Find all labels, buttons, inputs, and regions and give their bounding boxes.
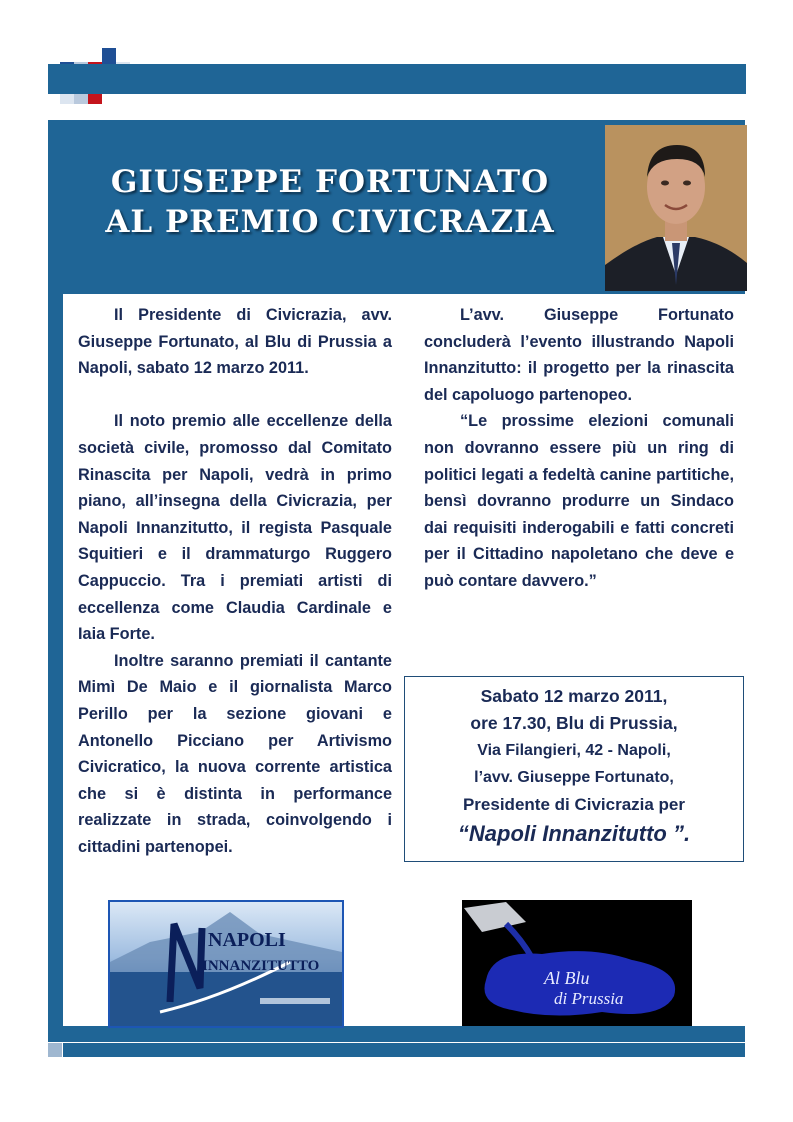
title-line-1: GIUSEPPE FORTUNATO [110,164,550,200]
event-date: Sabato 12 marzo 2011, [480,686,668,706]
event-project: “Napoli Innanzitutto ”. [457,821,691,846]
page-title [60,162,600,242]
header-band [48,64,746,94]
title-line-2: AL PREMIO CIVICRAZIA [105,204,555,240]
logo-left-line2: INNANZITUTTO [202,958,320,974]
left-paragraph-3: Inoltre saranno premiati il cantante Mimì De Maio e il giornalista Marco Perillo per la sezione giovani e Antonello Picciano per Artivismo Civicratico, la nuova corrente artistica che si è distinta in performance realizzate in strada, coinvolgendo i cittadini partenopei. [78,651,392,856]
logo-right-line2: di Prussia [554,989,624,1008]
left-paragraph-2: Il noto premio alle eccellenze della società civile, promosso dal Comitato Rinascita per Napoli, vedrà in primo piano, all’insegna della Civicrazia, per Napoli Innanzitutto, il regista Pasquale Squitieri e il drammaturgo Ruggero Cappuccio. Tra i premiati artisti di eccellenza come Claudia Cardinale e Iaia Forte. [78,412,392,644]
blu-di-prussia-logo [462,900,692,1026]
right-paragraph-1: L’avv. Giuseppe Fortunato concluderà l’evento illustrando Napoli Innanzitutto: il progetto per la rinascita del capoluogo partenopeo. [424,306,734,404]
right-column [424,302,734,595]
napoli-innanzitutto-logo [108,900,344,1028]
blu-prussia-graphic [462,900,692,1026]
left-column [78,302,392,860]
footer-band [63,1043,745,1057]
portrait-photo [605,125,747,291]
left-paragraph-1: Il Presidente di Civicrazia, avv. Giuseppe Fortunato, al Blu di Prussia a Napoli, sabato 12 marzo 2011. [78,306,392,378]
napoli-logo-graphic [110,902,342,1026]
event-box [404,676,744,862]
event-time-place: ore 17.30, Blu di Prussia, [470,713,678,733]
event-role: Presidente di Civicrazia per [462,795,686,814]
event-speaker: l’avv. Giuseppe Fortunato, [474,769,674,786]
logo-left-line1: NAPOLI [208,929,286,951]
event-address: Via Filangieri, 42 - Napoli, [477,742,671,759]
footer-square [48,1043,62,1057]
logo-right-line1: Al Blu [544,968,590,988]
portrait-image [605,125,747,291]
right-paragraph-2: “Le prossime elezioni comunali non dovranno essere più un ring di politici legati a fedeltà canine partitiche, bensì dovranno produrre un Sindaco dai requisiti inderogabili e fatti concreti per il Cittadino napoletano che deve e può contare davvero.” [424,412,734,590]
